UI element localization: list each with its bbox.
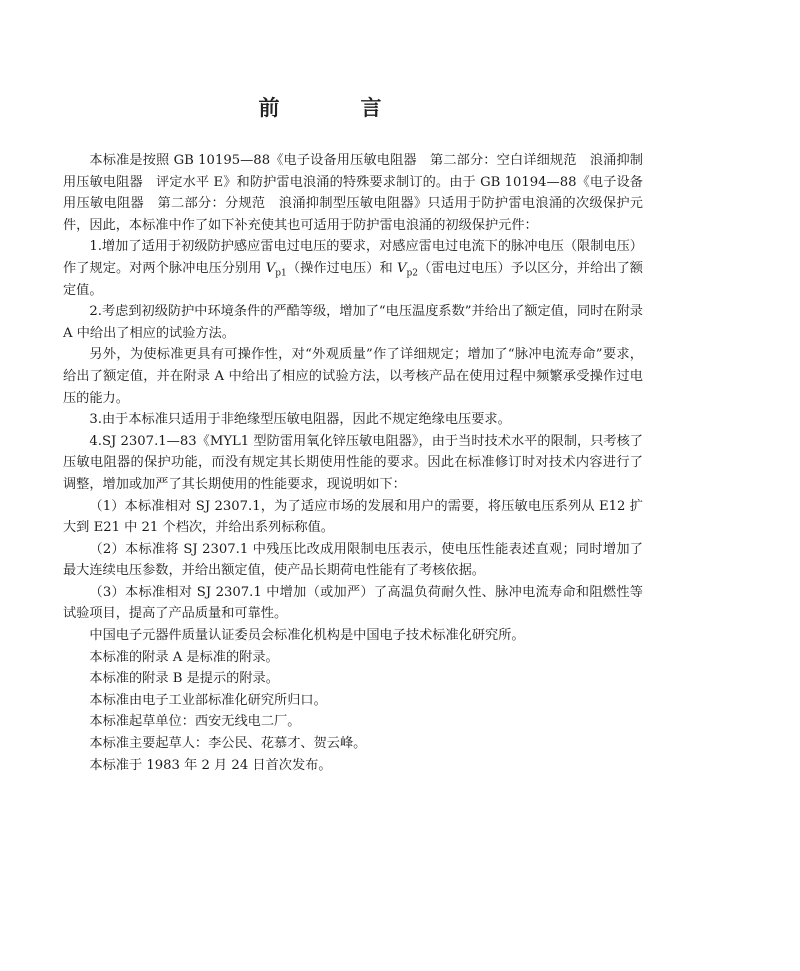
subitem-3-paragraph: （3）本标准相对 SJ 2307.1 中增加（或加严）了高温负荷耐久性、脉冲电流寿命和阻燃性等试验项目，提高了产品质量和可靠性。 bbox=[63, 584, 643, 622]
item-1-lead: 1.增加了适用于初级防护感应雷电过电压的要求，对感应雷电过电流下的脉冲电压（限制电压）作了规定。对两个脉冲电压分别用 bbox=[63, 239, 643, 276]
org-paragraph: 中国电子元器件质量认证委员会标准化机构是中国电子技术标准化研究所。 bbox=[89, 628, 525, 644]
subitem-1-paragraph: （1）本标准相对 SJ 2307.1，为了适应市场的发展和用户的需要，将压敏电压系列从 E12 扩大到 E21 中 21 个档次，并给出系列标称值。 bbox=[63, 498, 643, 536]
first-issue-paragraph: 本标准于 1983 年 2 月 24 日首次发布。 bbox=[89, 757, 332, 773]
item-1-mid: （操作过电压）和 bbox=[286, 260, 397, 276]
vp1-subscript: p1 bbox=[275, 268, 287, 279]
vp1-symbol: V bbox=[265, 260, 276, 276]
item-1-tail: （雷电过电压）予以区分，并给出了额定值。 bbox=[63, 260, 643, 298]
page-title: 前 言 bbox=[258, 95, 412, 120]
additional-paragraph: 另外，为使标准更具有可操作性，对“外观质量”作了详细规定；增加了“脉冲电流寿命”要求，给出了额定值，并在附录 A 中给出了相应的试验方法，以考核产品在使用过程中频繁承受操作过电压的能力。 bbox=[63, 347, 643, 406]
drafting-unit-paragraph: 本标准起草单位：西安无线电二厂。 bbox=[89, 714, 301, 730]
drafters-paragraph: 本标准主要起草人：李公民、花慕才、贺云峰。 bbox=[89, 736, 367, 752]
item-4-paragraph: 4.SJ 2307.1—83《MYL1 型防雷用氧化锌压敏电阻器》，由于当时技术水平的限制，只考核了压敏电阻器的保护功能，而没有规定其长期使用性能的要求。因此在标准修订时对技术内容进行了调整，增加或加严了其长期使用的性能要求，现说明如下： bbox=[63, 433, 643, 492]
item-3-paragraph: 3.由于本标准只适用于非绝缘型压敏电阻器，因此不规定绝缘电压要求。 bbox=[89, 412, 511, 428]
vp2-subscript: p2 bbox=[406, 268, 418, 279]
custodian-paragraph: 本标准由电子工业部标准化研究所归口。 bbox=[89, 692, 327, 708]
subitem-2-paragraph: （2）本标准将 SJ 2307.1 中残压比改成用限制电压表示，使电压性能表述直观；同时增加了最大连续电压参数，并给出额定值，使产品长期荷电性能有了考核依据。 bbox=[63, 541, 643, 579]
appendix-a-paragraph: 本标准的附录 A 是标准的附录。 bbox=[89, 649, 279, 665]
appendix-b-paragraph: 本标准的附录 B 是提示的附录。 bbox=[89, 671, 279, 687]
document-body bbox=[63, 150, 643, 776]
vp2-symbol: V bbox=[396, 260, 407, 276]
item-2-paragraph: 2.考虑到初级防护中环境条件的严酷等级，增加了“电压温度系数”并给出了额定值，同时在附录 A 中给出了相应的试验方法。 bbox=[63, 304, 643, 341]
intro-paragraph: 本标准是按照 GB 10195—88《电子设备用压敏电阻器 第二部分：空白详细规范 浪涌抑制用压敏电阻器 评定水平 E》和防护雷电浪涌的特殊要求制订的。由于 GB 10194—88《电子设备用压敏电阻器 第二部分：分规范 浪涌抑制型压敏电阻器》只适用于防护雷电浪涌的次级保护元件，因此，本标准中作了如下补充使其也可适用于防护雷电浪涌的初级保护元件： bbox=[63, 153, 643, 233]
item-1-paragraph bbox=[63, 236, 643, 301]
